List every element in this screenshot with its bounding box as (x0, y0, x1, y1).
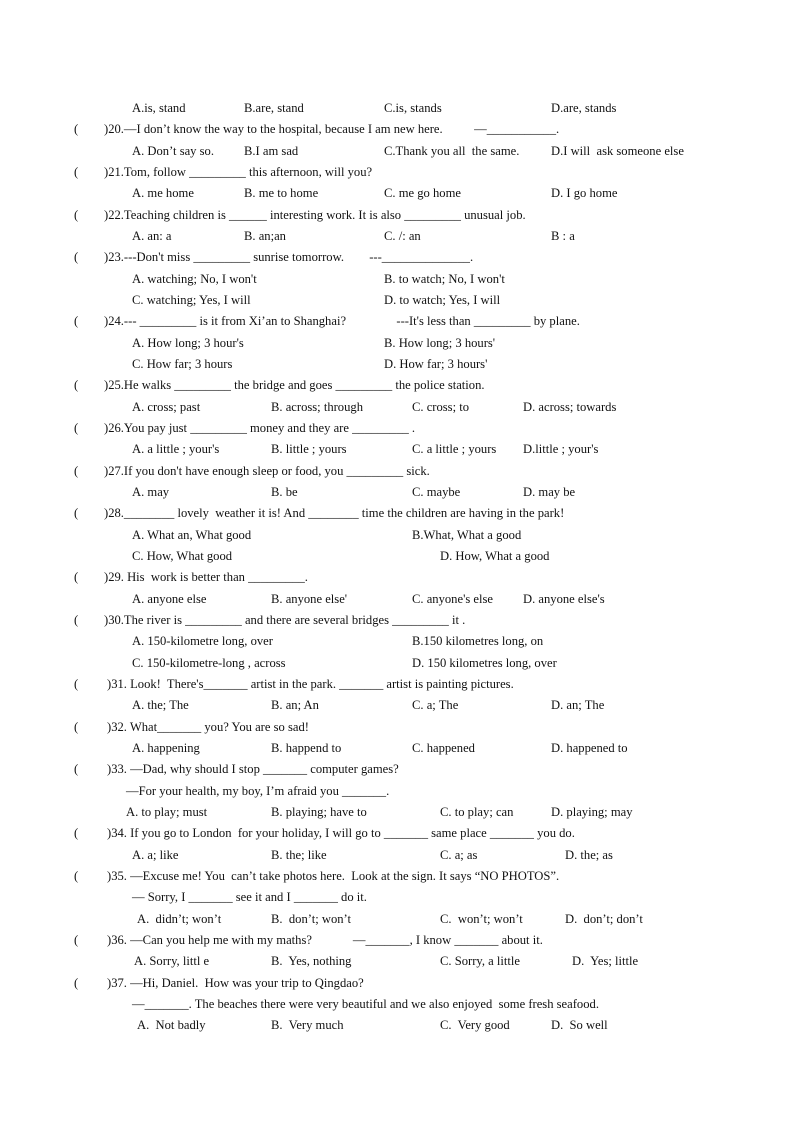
option-q22-d: B : a (551, 229, 575, 243)
option-q27-b: B. be (271, 485, 298, 499)
option-q32-b: B. happend to (271, 741, 342, 755)
option-q29-a: A. anyone else (132, 592, 207, 606)
option-q31-b: B. an; An (271, 698, 319, 712)
option-q27-a: A. may (132, 485, 170, 499)
option-q26-a: A. a little ; your's (132, 442, 220, 456)
option-q34-d: D. the; as (565, 848, 613, 862)
question-q25: )25.He walks _________ the bridge and goes _________ the police station. (104, 378, 485, 392)
option-q24-a: A. How long; 3 hour's (132, 336, 244, 350)
answer-paren-q26: ( (74, 421, 79, 435)
option-q35-c: C. won’t; won’t (440, 912, 523, 926)
answer-paren-q37: ( (74, 976, 79, 990)
option-q36-b: B. Yes, nothing (271, 954, 352, 968)
question-q32: )32. What_______ you? You are so sad! (107, 720, 309, 734)
option-q33-d: D. playing; may (551, 805, 633, 819)
question-q20: )20.—I don’t know the way to the hospital, because I am new here. —___________. (104, 122, 560, 136)
question-q31: )31. Look! There's_______ artist in the park. _______ artist is painting pictures. (107, 677, 514, 691)
option-q35-a: A. didn’t; won’t (137, 912, 222, 926)
question-q35-reply: — Sorry, I _______ see it and I _______ do it. (132, 890, 367, 904)
option-q32-a: A. happening (132, 741, 200, 755)
option-q23-c: C. watching; Yes, I will (132, 293, 251, 307)
option-q28-a: A. What an, What good (132, 528, 252, 542)
option-q34-c: C. a; as (440, 848, 478, 862)
option-q19-a: A.is, stand (132, 101, 186, 115)
answer-paren-q35: ( (74, 869, 79, 883)
option-q27-d: D. may be (523, 485, 576, 499)
option-q21-d: D. I go home (551, 186, 618, 200)
option-q37-a: A. Not badly (137, 1018, 206, 1032)
option-q33-c: C. to play; can (440, 805, 514, 819)
option-q22-a: A. an: a (132, 229, 172, 243)
answer-paren-q30: ( (74, 613, 79, 627)
option-q31-c: C. a; The (412, 698, 459, 712)
question-q22: )22.Teaching children is ______ interesting work. It is also _________ unusual job. (104, 208, 526, 222)
answer-paren-q33: ( (74, 762, 79, 776)
answer-paren-q31: ( (74, 677, 79, 691)
option-q20-d: D.I will ask someone else (551, 144, 684, 158)
question-q34: )34. If you go to London for your holiday, I will go to _______ same place _______ you do. (107, 826, 575, 840)
option-q28-d: D. How, What a good (440, 549, 550, 563)
question-q21: )21.Tom, follow _________ this afternoon, will you? (104, 165, 373, 179)
answer-paren-q23: ( (74, 250, 79, 264)
option-q37-b: B. Very much (271, 1018, 344, 1032)
option-q30-d: D. 150 kilometres long, over (412, 656, 557, 670)
answer-paren-q27: ( (74, 464, 79, 478)
option-q30-c: C. 150-kilometre-long , across (132, 656, 286, 670)
option-q28-b: B.What, What a good (412, 528, 522, 542)
option-q34-b: B. the; like (271, 848, 327, 862)
option-q20-b: B.I am sad (244, 144, 299, 158)
option-q21-a: A. me home (132, 186, 194, 200)
question-q27: )27.If you don't have enough sleep or food, you _________ sick. (104, 464, 430, 478)
answer-paren-q20: ( (74, 122, 79, 136)
option-q29-c: C. anyone's else (412, 592, 493, 606)
option-q36-d: D. Yes; little (572, 954, 639, 968)
question-q36: )36. —Can you help me with my maths? —_______, I know _______ about it. (107, 933, 543, 947)
option-q23-d: D. to watch; Yes, I will (384, 293, 501, 307)
option-q21-b: B. me to home (244, 186, 319, 200)
option-q34-a: A. a; like (132, 848, 179, 862)
option-q36-c: C. Sorry, a little (440, 954, 520, 968)
answer-paren-q32: ( (74, 720, 79, 734)
option-q31-d: D. an; The (551, 698, 605, 712)
answer-paren-q24: ( (74, 314, 79, 328)
answer-paren-q21: ( (74, 165, 79, 179)
question-q24: )24.--- _________ is it from Xi’an to Shanghai? ---It's less than _________ by plane. (104, 314, 580, 328)
option-q25-b: B. across; through (271, 400, 363, 414)
question-q33: )33. —Dad, why should I stop _______ computer games? (107, 762, 399, 776)
option-q20-c: C.Thank you all the same. (384, 144, 520, 158)
option-q27-c: C. maybe (412, 485, 461, 499)
answer-paren-q29: ( (74, 570, 79, 584)
answer-paren-q28: ( (74, 506, 79, 520)
option-q37-c: C. Very good (440, 1018, 510, 1032)
option-q30-a: A. 150-kilometre long, over (132, 634, 273, 648)
option-q30-b: B.150 kilometres long, on (412, 634, 544, 648)
question-q28: )28.________ lovely weather it is! And ________ time the children are having in the park! (104, 506, 565, 520)
answer-paren-q36: ( (74, 933, 79, 947)
option-q32-d: D. happened to (551, 741, 628, 755)
option-q22-b: B. an;an (244, 229, 286, 243)
question-q37-reply: —_______. The beaches there were very beautiful and we also enjoyed some fresh seafood. (132, 997, 599, 1011)
option-q26-b: B. little ; yours (271, 442, 347, 456)
option-q37-d: D. So well (551, 1018, 608, 1032)
option-q24-d: D. How far; 3 hours' (384, 357, 488, 371)
option-q26-d: D.little ; your's (523, 442, 599, 456)
option-q33-b: B. playing; have to (271, 805, 367, 819)
option-q19-c: C.is, stands (384, 101, 442, 115)
option-q31-a: A. the; The (132, 698, 189, 712)
option-q20-a: A. Don’t say so. (132, 144, 214, 158)
question-q29: )29. His work is better than _________. (104, 570, 308, 584)
option-q33-a: A. to play; must (126, 805, 208, 819)
option-q25-c: C. cross; to (412, 400, 470, 414)
option-q24-b: B. How long; 3 hours' (384, 336, 496, 350)
option-q19-b: B.are, stand (244, 101, 304, 115)
option-q21-c: C. me go home (384, 186, 461, 200)
option-q29-b: B. anyone else' (271, 592, 348, 606)
answer-paren-q22: ( (74, 208, 79, 222)
option-q35-b: B. don’t; won’t (271, 912, 352, 926)
option-q29-d: D. anyone else's (523, 592, 605, 606)
option-q35-d: D. don’t; don’t (565, 912, 643, 926)
question-q30: )30.The river is _________ and there are several bridges _________ it . (104, 613, 466, 627)
option-q25-d: D. across; towards (523, 400, 617, 414)
option-q23-a: A. watching; No, I won't (132, 272, 257, 286)
option-q36-a: A. Sorry, littl e (134, 954, 210, 968)
option-q26-c: C. a little ; yours (412, 442, 497, 456)
question-q37: )37. —Hi, Daniel. How was your trip to Qingdao? (107, 976, 364, 990)
question-q33-reply: —For your health, my boy, I’m afraid you _______. (126, 784, 390, 798)
option-q23-b: B. to watch; No, I won't (384, 272, 505, 286)
option-q22-c: C. /: an (384, 229, 421, 243)
question-q23: )23.---Don't miss _________ sunrise tomorrow. ---______________. (104, 250, 474, 264)
option-q19-d: D.are, stands (551, 101, 617, 115)
option-q24-c: C. How far; 3 hours (132, 357, 233, 371)
option-q28-c: C. How, What good (132, 549, 233, 563)
option-q25-a: A. cross; past (132, 400, 201, 414)
answer-paren-q25: ( (74, 378, 79, 392)
option-q32-c: C. happened (412, 741, 475, 755)
question-q26: )26.You pay just _________ money and they are _________ . (104, 421, 416, 435)
answer-paren-q34: ( (74, 826, 79, 840)
question-q35: )35. —Excuse me! You can’t take photos here. Look at the sign. It says “NO PHOTOS”. (107, 869, 560, 883)
